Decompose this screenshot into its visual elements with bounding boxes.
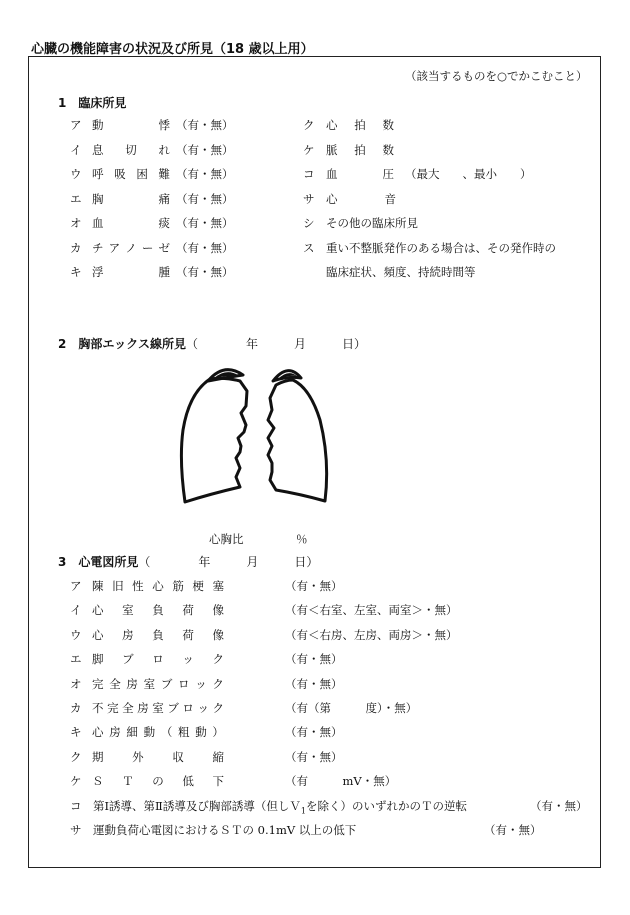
ecg-item-name: 心 房 細 動 （ 粗 動 ）	[92, 725, 224, 740]
ecg-item-name: 期 外 収 縮	[92, 749, 224, 764]
ecg-item-options: （有・無）	[285, 652, 343, 667]
ecg-item-options: （有＜右房、左房、両房＞・無）	[285, 627, 458, 642]
section3-heading: 3 心電図所見（ 年 月 日）	[58, 555, 319, 569]
ecg-item-options: （有・無）	[285, 749, 343, 764]
ecg-item-letter: ク	[70, 749, 82, 764]
clinical-item-options: （有・無）	[176, 142, 234, 157]
clinical-item-options: （有・無）	[176, 191, 234, 206]
ecg-item-letter: ア	[70, 579, 82, 593]
clinical-item-name: 動 悸	[92, 118, 170, 132]
ecg-item-name: 脚 ブ ロ ッ ク	[92, 652, 224, 667]
ecg-item-sa-text: 運動負荷心電図におけるＳＴの 0.1mV 以上の低下	[93, 823, 357, 837]
ecg-item-options: （有＜右室、左室、両室＞・無）	[285, 603, 458, 618]
clinical-item-name: 血 痰	[92, 216, 170, 230]
clinical-item-name: チ ア ノ ー ゼ	[92, 240, 170, 255]
ecg-item-sa-options: （有・無）	[484, 823, 542, 837]
clinical-item-options: （有・無）	[176, 240, 234, 255]
clinical-item-letter: サ	[303, 191, 315, 206]
clinical-item-options: （有・無）	[176, 118, 234, 132]
ecg-item-options: （有・無）	[285, 579, 343, 593]
ecg-item-letter: ケ	[70, 774, 82, 789]
clinical-item-letter: ク	[303, 118, 315, 132]
clinical-item-name: 浮 腫	[92, 265, 170, 279]
clinical-item-options: （有・無）	[176, 216, 234, 230]
ecg-item-ko-letter: コ	[70, 799, 82, 813]
section1-heading: 1 臨床所見	[58, 96, 127, 110]
clinical-item-letter: エ	[70, 191, 82, 206]
clinical-item-name: 心 音	[326, 191, 396, 206]
instruction-text: （該当するものを○でかこむこと）	[405, 69, 588, 83]
ecg-item-letter: オ	[70, 676, 82, 691]
clinical-item-options: （有・無）	[176, 167, 234, 181]
clinical-item-name: 脈 拍 数	[326, 142, 394, 157]
ct-ratio-unit: ％	[296, 532, 308, 546]
ecg-item-options: （有・無）	[285, 676, 343, 691]
clinical-item-letter: シ	[303, 216, 315, 230]
ecg-item-letter: エ	[70, 652, 82, 667]
clinical-item-letter: カ	[70, 240, 82, 255]
clinical-item-name: 胸 痛	[92, 191, 170, 206]
clinical-item-letter: ウ	[70, 167, 82, 181]
section2-heading: 2 胸部エックス線所見（ 年 月 日）	[58, 337, 367, 351]
page-title: 心臓の機能障害の状況及び所見（18 歳以上用）	[31, 42, 314, 57]
ecg-item-name: 心 室 負 荷 像	[92, 603, 224, 618]
ecg-item-options: （有・無）	[285, 725, 343, 740]
ecg-item-ko-text: 第Ⅰ誘導、第Ⅱ誘導及び胸部誘導（但しＶ$_1$を除く）のいずれかのＴの逆転	[93, 799, 467, 816]
ecg-item-sa-letter: サ	[70, 823, 82, 837]
clinical-item-name: その他の臨床所見	[326, 216, 418, 230]
ecg-item-name: Ｓ Ｔ の 低 下	[92, 774, 224, 789]
ecg-item-letter: カ	[70, 701, 82, 715]
ecg-item-letter: キ	[70, 725, 82, 740]
ecg-item-ko-options: （有・無）	[530, 799, 588, 813]
ecg-item-name: 陳 旧 性 心 筋 梗 塞	[92, 579, 224, 593]
ecg-item-letter: イ	[70, 603, 82, 618]
clinical-item-letter: キ	[70, 265, 82, 279]
clinical-item-letter: イ	[70, 142, 82, 157]
ecg-item-options: （有（第 度）・無）	[285, 701, 418, 715]
clinical-item-extra: （最大 、最小 ）	[405, 167, 532, 181]
ecg-item-name: 完 全 房 室 ブ ロ ッ ク	[92, 676, 224, 691]
clinical-item-letter: コ	[303, 167, 315, 181]
ecg-item-letter: ウ	[70, 627, 82, 642]
ecg-item-name: 不 完 全 房 室 ブ ロ ッ ク	[92, 701, 224, 715]
ecg-item-name: 心 房 負 荷 像	[92, 627, 224, 642]
ct-ratio-label: 心胸比	[209, 532, 244, 546]
clinical-item-name: 心 拍 数	[326, 118, 394, 132]
clinical-item-letter: ケ	[303, 142, 315, 157]
clinical-item-options: （有・無）	[176, 265, 234, 279]
clinical-item-letter: ス	[303, 240, 315, 255]
clinical-item-name: 血 圧	[326, 167, 394, 181]
clinical-item-name: 息 切 れ	[92, 142, 170, 157]
clinical-item-name: 呼 吸 困 難	[92, 167, 170, 181]
clinical-item-letter: ア	[70, 118, 82, 132]
section1-continuation: 臨床症状、頻度、持続時間等	[326, 265, 476, 279]
clinical-item-letter: オ	[70, 216, 82, 230]
clinical-item-name: 重い不整脈発作のある場合は、その発作時の	[326, 240, 556, 255]
ecg-item-options: （有 mV・無）	[285, 774, 397, 789]
